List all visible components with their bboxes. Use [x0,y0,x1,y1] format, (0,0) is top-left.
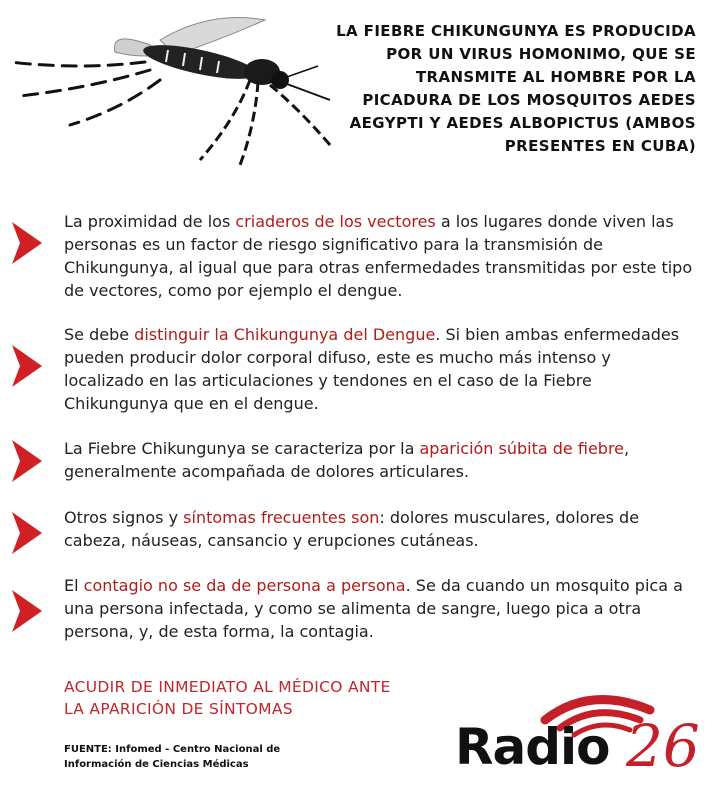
paragraph-text: Otros signos y [64,508,184,527]
red-arrow-icon [12,222,42,264]
paragraph-vectors [64,210,694,302]
cta-line: LA APARICIÓN DE SÍNTOMAS [64,700,293,718]
call-to-action [64,676,484,720]
paragraph-text: La proximidad de los [64,212,236,231]
headline-line: AEGYPTI Y AEDES ALBOPICTUS (AMBOS [349,114,696,132]
paragraph-highlight: distinguir la Chikungunya del Dengue [134,325,436,344]
source-line: Información de Ciencias Médicas [64,759,249,770]
paragraph-text: a los lugares donde viven las personas es un factor de riesgo significativo para la transmisión de Chikungunya, al igual que para otras enfermedades transmitidas por este tipo de vectores, como por ejemplo el dengue. [64,212,693,300]
paragraph-highlight: contagio no se da de persona a persona [83,576,406,595]
headline-line: POR UN VIRUS HOMONIMO, QUE SE [386,45,696,63]
paragraph-highlight: síntomas frecuentes son [183,508,380,527]
red-arrow-icon [12,440,42,482]
paragraph-highlight: aparición súbita de fiebre [419,439,625,458]
paragraph-text: : dolores musculares, dolores de cabeza, náuseas, cansancio y erupciones cutáneas. [64,508,640,550]
source-credit [64,742,334,772]
paragraph-highlight: criaderos de los vectores [235,212,436,231]
cta-line: ACUDIR DE INMEDIATO AL MÉDICO ANTE [64,678,391,696]
paragraph-text: . Se da cuando un mosquito pica a una persona infectada, y como se alimenta de sangre, luego pica a otra persona, y, de esta forma, la contagia. [64,576,683,641]
paragraph-text: , generalmente acompañada de dolores articulares. [64,439,630,481]
logo-number: 26 [626,712,700,780]
logo-wordmark: Radio [455,718,610,776]
paragraph-distinguish [64,323,694,415]
paragraph-fever [64,437,694,483]
headline-line: TRANSMITE AL HOMBRE POR LA [415,68,696,86]
paragraph-text: . Si bien ambas enfermedades pueden producir dolor corporal difuso, este es mucho más intenso y localizado en las articulaciones y tendones en el caso de la Fiebre Chikungunya que en el dengue. [64,325,680,413]
paragraph-symptoms [64,506,694,552]
headline-line: LA FIEBRE CHIKUNGUNYA ES PRODUCIDA [336,22,696,40]
paragraph-contagion [64,574,694,643]
red-arrow-icon [12,512,42,554]
red-arrow-icon [12,345,42,387]
paragraph-text: Se debe [64,325,135,344]
source-line: FUENTE: Infomed - Centro Nacional de [64,744,281,755]
red-arrow-icon [12,590,42,632]
headline-line: PICADURA DE LOS MOSQUITOS AEDES [362,91,696,109]
paragraph-text: El [64,576,84,595]
mosquito-illustration [0,0,340,175]
headline [326,20,696,158]
headline-line: PRESENTES EN CUBA) [504,137,696,155]
paragraph-text: La Fiebre Chikungunya se caracteriza por la [64,439,420,458]
